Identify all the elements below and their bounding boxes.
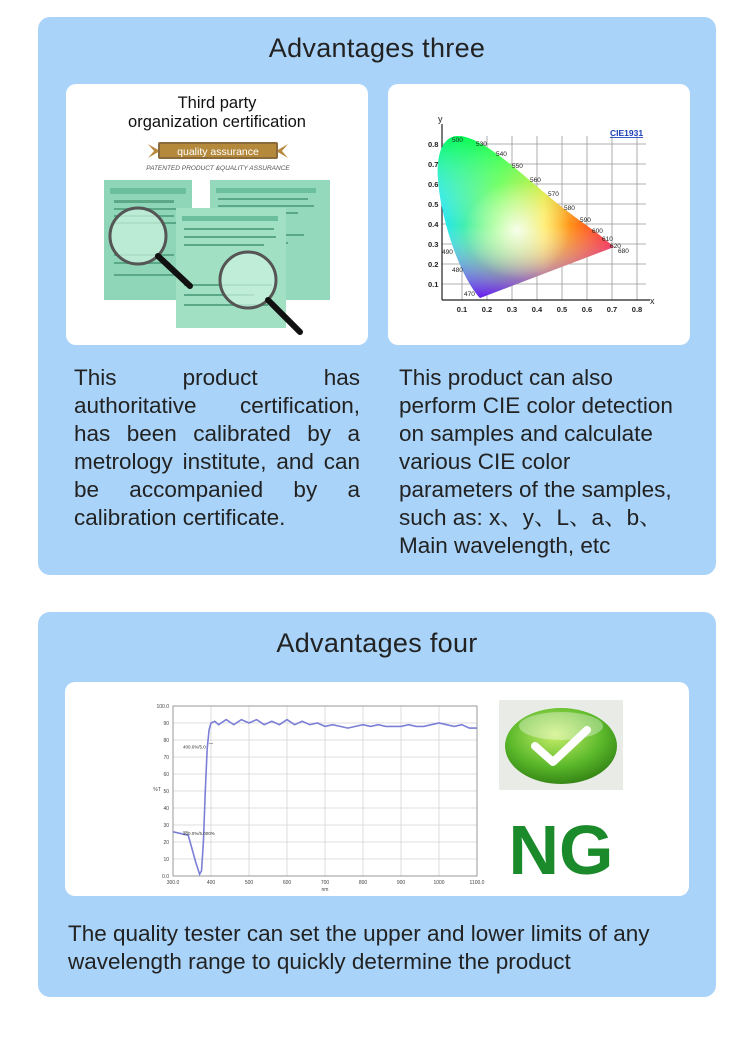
cie-wavelength: 620 xyxy=(610,243,621,250)
cie-x-ticks xyxy=(457,305,642,314)
cie-x-tick: 0.7 xyxy=(606,305,618,314)
cie-y-tick: 0.5 xyxy=(428,200,439,209)
cie-y-ticks xyxy=(428,140,439,289)
x-tick-label: 300.0 xyxy=(166,880,180,886)
advantages-four-panel xyxy=(38,612,716,997)
cie-wavelength: 480 xyxy=(452,267,463,274)
transmittance-result-card xyxy=(65,682,689,896)
advantages-three-panel xyxy=(38,17,716,575)
cie-wavelength: 570 xyxy=(548,191,559,198)
cie-x-tick: 0.6 xyxy=(581,305,593,314)
certification-image-card xyxy=(66,84,368,345)
x-tick-label: 500 xyxy=(244,880,254,886)
cie-x-tick: 0.2 xyxy=(481,305,493,314)
cie-y-tick: 0.1 xyxy=(428,280,439,289)
y-tick-label: 100.0 xyxy=(156,704,169,710)
y-tick-label: 30 xyxy=(163,823,169,829)
y-tick-label: 40 xyxy=(163,806,169,812)
cie-x-tick: 0.5 xyxy=(556,305,568,314)
ng-label: NG xyxy=(508,811,614,889)
x-tick-label: 1100.0 xyxy=(469,880,485,886)
cie-x-tick: 0.4 xyxy=(531,305,543,314)
cie-wavelength: 550 xyxy=(512,163,523,170)
annotation-label: 200.0%/5.000% xyxy=(183,831,215,837)
y-tick-label: 70 xyxy=(163,755,169,761)
chart-ticks xyxy=(153,704,484,893)
cie-x-axis-label: x xyxy=(650,296,655,306)
y-tick-label: 80 xyxy=(163,738,169,744)
cie-x-tick: 0.3 xyxy=(506,305,518,314)
cie-wavelength: 680 xyxy=(618,248,629,255)
cie-wavelength: 470 xyxy=(464,291,475,298)
y-axis-label: %T xyxy=(153,787,161,793)
section-title: Advantages three xyxy=(268,33,486,63)
x-tick-label: 800 xyxy=(358,880,368,886)
y-tick-label: 0.0 xyxy=(162,874,169,880)
cie-x-tick: 0.8 xyxy=(631,305,643,314)
cie-x-tick: 0.1 xyxy=(456,305,468,314)
y-tick-label: 10 xyxy=(163,857,169,863)
cie-y-axis-label: y xyxy=(438,114,443,124)
x-tick-label: 1000 xyxy=(433,880,445,886)
cie-diagram-card xyxy=(388,84,690,345)
y-tick-label: 20 xyxy=(163,840,169,846)
y-tick-label: 50 xyxy=(163,789,169,795)
cie-wavelength: 540 xyxy=(496,151,507,158)
x-axis-label: nm xyxy=(321,887,329,893)
cie-y-tick: 0.8 xyxy=(428,140,439,149)
cie-y-tick: 0.2 xyxy=(428,260,439,269)
x-tick-label: 700 xyxy=(320,880,330,886)
section-title: Advantages four xyxy=(276,628,478,658)
certification-description: This product has authoritative certification, has been calibrated by a metrology institute, and can be accompanied by a calibration certificate. xyxy=(74,365,360,530)
x-tick-label: 600 xyxy=(282,880,292,886)
quality-tester-description: The quality tester can set the upper and lower limits of any wavelength range to quickly determine the product xyxy=(68,921,650,974)
annotation-label: 400.0%/5.0 xyxy=(183,744,206,750)
certification-heading-line1: Third party xyxy=(177,94,257,112)
cie-wavelength: 580 xyxy=(564,205,575,212)
y-tick-label: 90 xyxy=(163,721,169,727)
cie-y-tick: 0.4 xyxy=(428,220,439,229)
pass-check-icon xyxy=(499,700,623,790)
x-tick-label: 900 xyxy=(396,880,406,886)
cie-wavelength: 590 xyxy=(580,217,591,224)
ribbon-text: quality assurance xyxy=(177,146,259,158)
cie-chromaticity-diagram xyxy=(388,84,690,345)
cie-y-tick: 0.6 xyxy=(428,180,439,189)
chart-grid xyxy=(173,706,477,876)
cie-label: CIE1931 xyxy=(610,128,644,138)
x-tick-label: 400 xyxy=(206,880,216,886)
certification-heading-line2: organization certification xyxy=(128,113,306,131)
ribbon-icon xyxy=(146,142,290,172)
y-tick-label: 60 xyxy=(163,772,169,778)
ribbon-subtext: PATENTED PRODUCT &QUALITY ASSURANCE xyxy=(146,165,290,172)
cie-wavelength: 530 xyxy=(476,141,487,148)
cie-wavelength: 610 xyxy=(602,236,613,243)
cie-description: This product can also perform CIE color detection on samples and calculate various CIE color parameters of the samples, such as: x、y、L、a、b、Main wavelength, etc xyxy=(399,365,673,558)
cie-wavelength: 500 xyxy=(452,137,463,144)
transmittance-chart xyxy=(65,682,689,896)
certificate-illustration xyxy=(66,84,368,345)
cie-wavelength: 490 xyxy=(442,249,453,256)
cie-wavelength: 560 xyxy=(530,177,541,184)
cie-y-tick: 0.7 xyxy=(428,160,439,169)
cie-wavelength: 600 xyxy=(592,228,603,235)
cie-y-tick: 0.3 xyxy=(428,240,439,249)
